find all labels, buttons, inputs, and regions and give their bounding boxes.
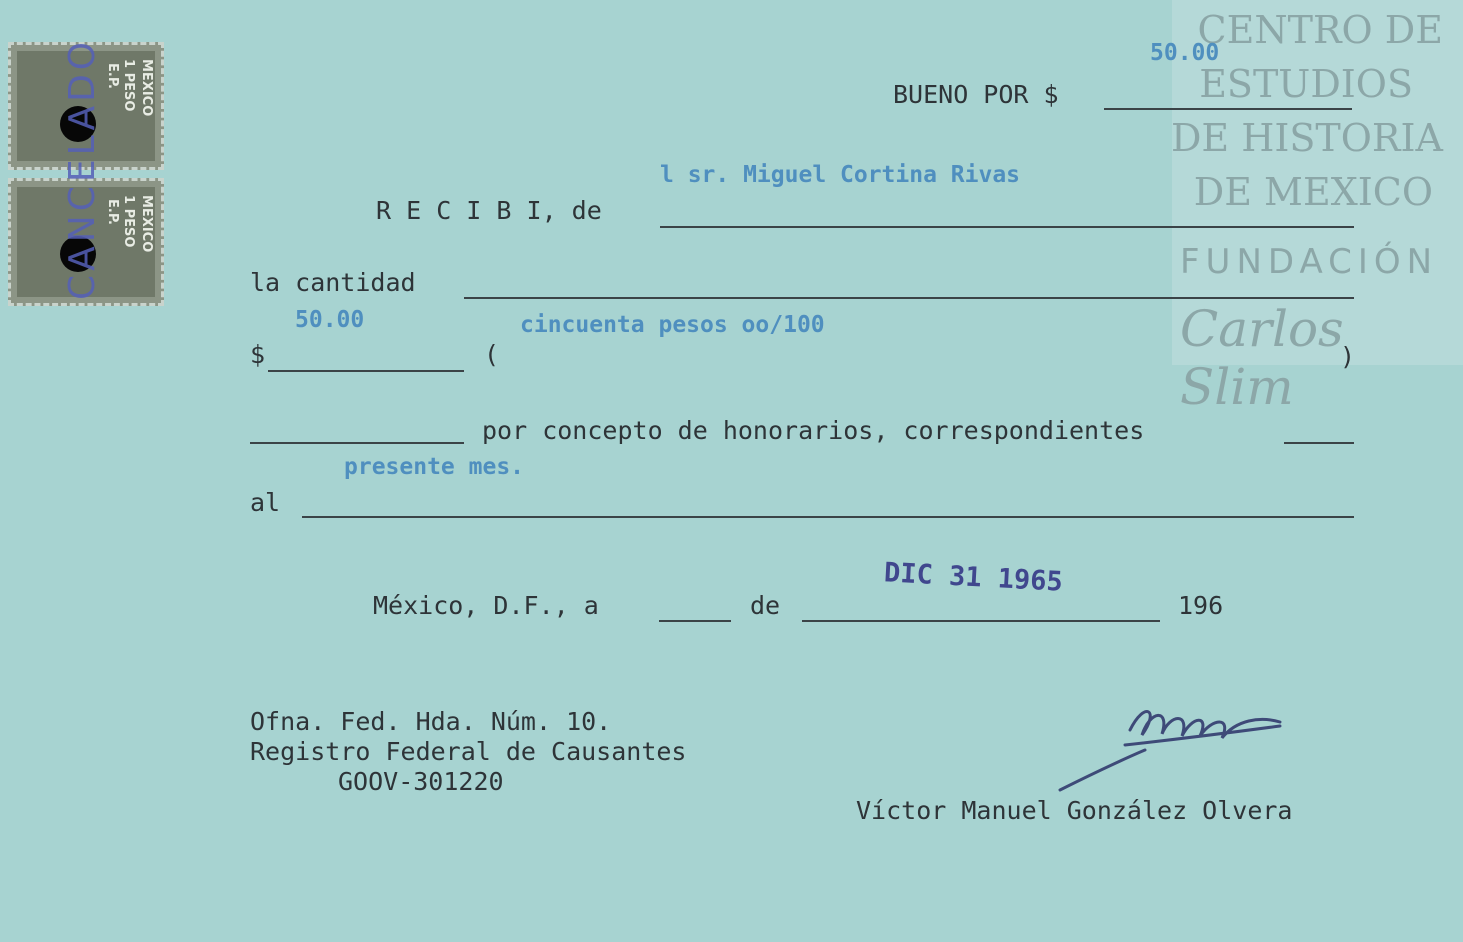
bueno-line — [1104, 108, 1352, 110]
handwritten-signature — [1050, 690, 1300, 800]
bueno-label: BUENO POR $ — [893, 80, 1059, 109]
office-line: Ofna. Fed. Hda. Núm. 10. — [250, 707, 612, 736]
dollar-label: $ — [250, 340, 266, 369]
al-line — [302, 516, 1354, 518]
watermark-line: ESTUDIOS — [1199, 62, 1413, 106]
de-label: de — [750, 591, 781, 620]
year-prefix: 196 — [1178, 591, 1224, 620]
amount-words: cincuenta pesos oo/100 — [520, 312, 825, 338]
signer-name: Víctor Manuel González Olvera — [856, 796, 1293, 825]
al-label: al — [250, 488, 281, 517]
watermark-line: DE MEXICO — [1193, 170, 1433, 214]
cancelled-stamp-mark: CANCELADO — [62, 37, 103, 300]
stamp-denomination: 1 PESO — [121, 195, 136, 248]
recibi-label: R E C I B I, de — [376, 196, 602, 225]
place-label: México, D.F., a — [373, 591, 599, 620]
cantidad-label: la cantidad — [250, 268, 416, 297]
close-paren: ) — [1340, 342, 1356, 371]
watermark-line: DE HISTORIA — [1170, 116, 1443, 160]
amount-numeric: 50.00 — [295, 307, 365, 333]
cantidad-line — [464, 297, 1354, 299]
stamp-denomination: 1 PESO — [121, 59, 136, 112]
stamp-country: MEXICO — [139, 59, 154, 117]
concepto-line-right — [1284, 442, 1354, 444]
stamp-series: E.P. — [105, 199, 120, 225]
recibi-line — [660, 226, 1354, 228]
day-line — [659, 620, 731, 622]
concepto-line-left — [250, 442, 464, 444]
office-line: Registro Federal de Causantes — [250, 737, 687, 766]
watermark-foundation: FUNDACIÓN — [1180, 242, 1439, 282]
amount-line — [268, 370, 464, 372]
date-stamp: DIC 31 1965 — [883, 557, 1064, 598]
concepto-text: por concepto de honorarios, correspondientes — [482, 416, 1145, 445]
stamp-series: E.P. — [105, 63, 120, 89]
office-line: GOOV-301220 — [338, 767, 504, 796]
recibi-value: l sr. Miguel Cortina Rivas — [660, 162, 1021, 188]
al-value: presente mes. — [344, 454, 525, 480]
month-line — [802, 620, 1160, 622]
open-paren: ( — [484, 340, 500, 369]
stamp-country: MEXICO — [139, 195, 154, 253]
watermark-signature: Carlos Slim — [1180, 300, 1344, 416]
bueno-amount: 50.00 — [1150, 40, 1220, 66]
watermark-line: CENTRO DE — [1197, 8, 1443, 52]
